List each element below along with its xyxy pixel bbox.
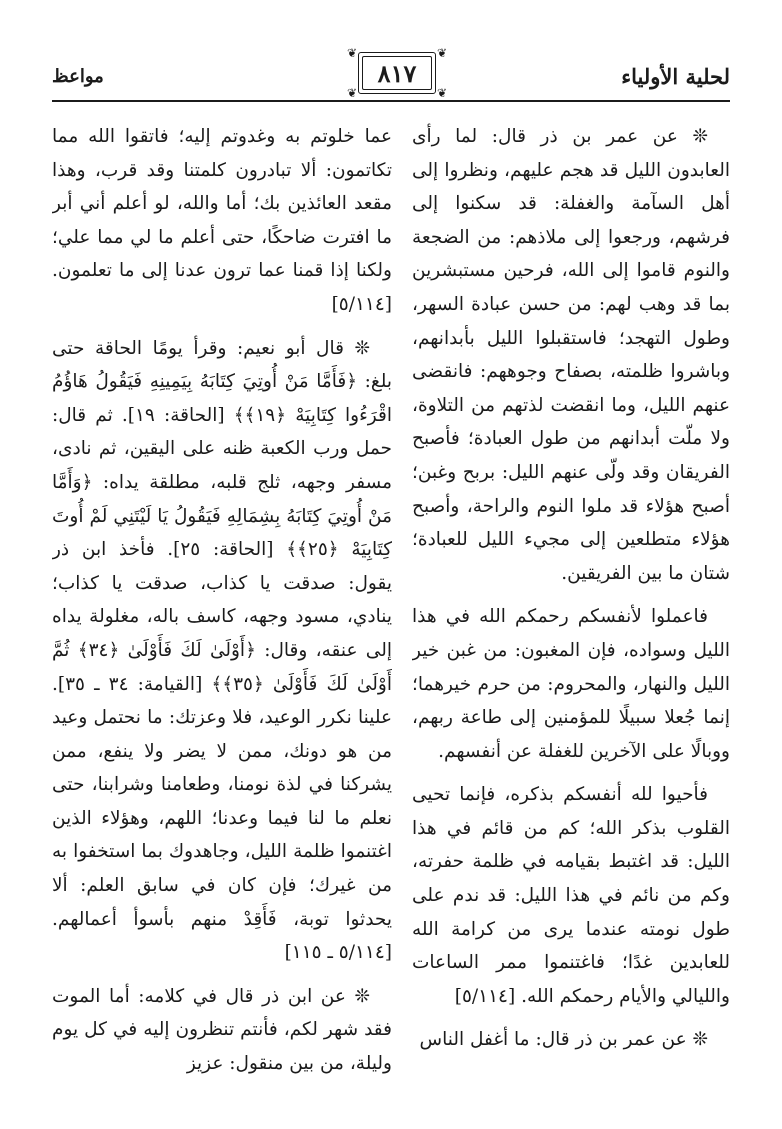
paragraph: ❊ قال أبو نعيم: وقرأ يومًا الحاقة حتى بلغ: ﴿فَأَمَّا مَنْ أُوتِيَ كِتَابَهُ بِيَمِينِهِ فَيَقُولُ هَاؤُمُ اقْرَءُوا كِتَابِيَهْ ﴿١٩﴾﴾ [الحاقة: ١٩]. ثم قال: حمل ورب الكعبة ظنه على اليقين، ثم نادى، مسفر وجهه، ثلج قلبه، مطلقة يداه: ﴿وَأَمَّا مَنْ أُوتِيَ كِتَابَهُ بِشِمَالِهِ فَيَقُولُ يَا لَيْتَنِي لَمْ أُوتَ كِتَابِيَهْ ﴿٢٥﴾﴾ [الحاقة: ٢٥]. فأخذ ابن ذر يقول: صدقت يا كذاب، صدقت يا كذاب؛ ينادي، مسود وجهه، كاسف باله، مغلولة يداه إلى عنقه، وقال: ﴿أَوْلَىٰ لَكَ فَأَوْلَىٰ ﴿٣٤﴾ ثُمَّ أَوْلَىٰ لَكَ فَأَوْلَىٰ ﴿٣٥﴾﴾ [القيامة: ٣٤ ـ ٣٥]. علينا نكرر الوعيد، فلا وعزتك: ما نحتمل وعيد من هو دونك، ممن لا يضر ولا ينفع، ممن يشركنا في لذة نومنا، وطعامنا وشرابنا، حتى نعلم ما لنا فيما وعدنا؛ اللهم، وهؤلاء الذين اغتنموا ظلمة الليل، وجاهدوك بما استخفوا به من غيرك؛ فإن كان في سابق العلم: ألا يحدثوا توبة، فَأَقِدْ منهم بأسوأ أعمالهم. [٥/١١٤ ـ ١١٥] [52,337,392,964]
text-column-left [52,120,392,1120]
paragraph: ❊ عن عمر بن ذر قال: ما أغفل الناس [419,1029,708,1051]
ornament-icon: ❦ [436,46,447,60]
ornament-icon: ❦ [436,86,447,100]
text-column-right [412,120,730,1120]
paragraph: فاعملوا لأنفسكم رحمكم الله في هذا الليل وسواده، فإن المغبون: من غبن خير الليل والنهار، والمحروم: من حرم خيرهما؛ إنما جُعلا سبيلًا للمؤمنين إلى طاعة ربهم، ووبالًا على الآخرين للغفلة عن أنفسهم. [412,606,730,762]
page-header [52,46,730,102]
paragraph: ❊ عن عمر بن ذر قال: لما رأى العابدون الليل قد هجم عليهم، ونظروا إلى أهل السآمة والغفلة: قد سكنوا إلى فرشهم، ورجعوا إلى ملاذهم: من الضجعة والنوم قاموا إلى الله، فرحين مستبشرين بما قد وهب لهم: من حسن عبادة السهر، وطول التهجد؛ فاستقبلوا الليل بأبدانهم، وباشروا ظلمته، بصفاح وجوههم: فانقضى عنهم الليل، وما انقضت لذتهم من التلاوة، ولا ملّت أبدانهم من طول العبادة؛ فأصبح الفريقان وقد ولّى عنهم الليل: بربح وغبن؛ أصبح هؤلاء قد ملوا النوم والراحة، وأصبح هؤلاء متطلعين إلى مجيء الليل للعبادة؛ شتان ما بين الفريقين. [412,126,730,584]
section-title: مواعظ [52,66,104,87]
page-number: ٨١٧ [377,58,417,88]
paragraph: عما خلوتم به وغدوتم إليه؛ فاتقوا الله مما تكاتمون: ألا تبادرون كلمتنا وقد قرب، وهذا مقعد العائذين بك؛ أما والله، لو أعلم أني أبر ما افترت ضاحكًا، حتى أعلم ما لي مما علي؛ ولكنا إذا قمنا عما ترون عدنا إلى ما تعلمون. [٥/١١٤] [52,126,392,315]
ornament-icon: ❦ [347,46,358,60]
page-number-frame [347,46,447,100]
header-divider [52,100,730,102]
paragraph: ❊ عن ابن ذر قال في كلامه: أما الموت فقد شهر لكم، فأنتم تنظرون إليه في كل يوم وليلة، من بين منقول: عزيز [52,985,392,1075]
ornament-icon: ❦ [347,86,358,100]
book-title: لحلية الأولياء [621,64,730,89]
paragraph: فأحيوا لله أنفسكم بذكره، فإنما تحيى القلوب بذكر الله؛ كم من قائم في هذا الليل: قد اغتبط بقيامه في ظلمة حفرته، وكم من نائم في هذا الليل: قد ندم على طول نومته عندما يرى من كرامة الله للعابدين غدًا؛ فاغتنموا ممر الساعات والليالي والأيام رحمكم الله. [٥/١١٤] [412,784,730,1007]
